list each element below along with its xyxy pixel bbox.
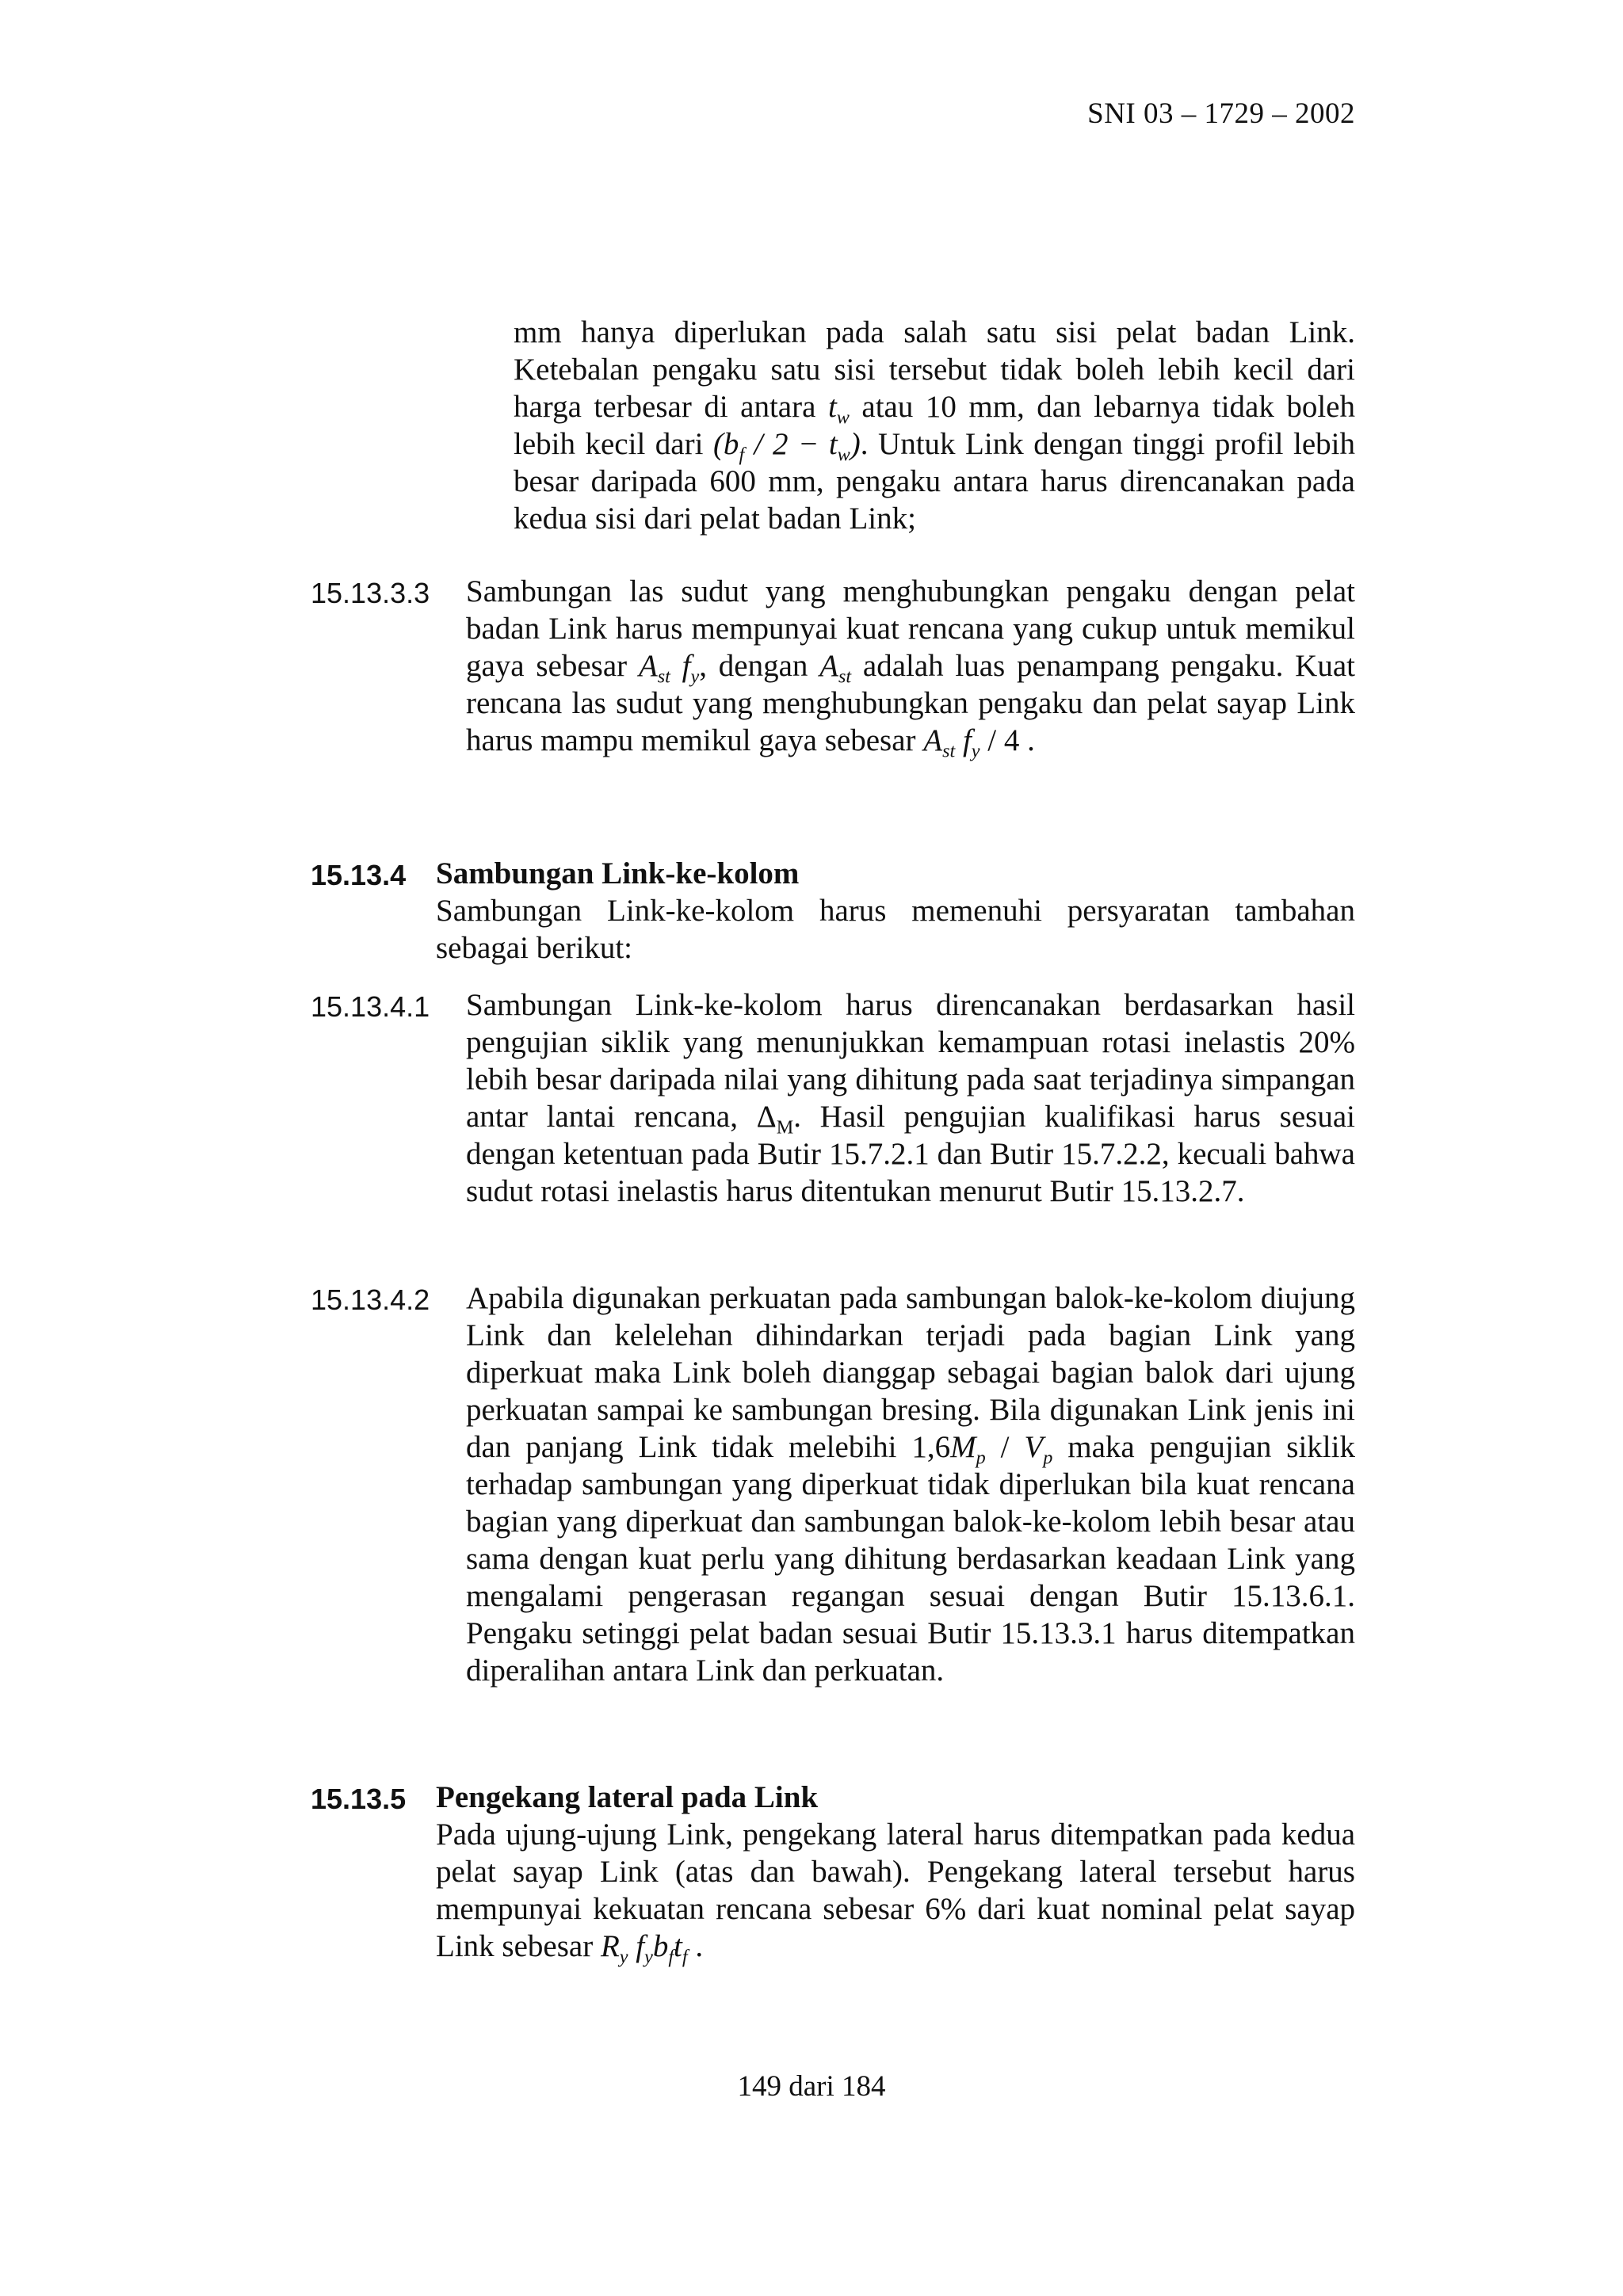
section-number: 15.13.5 xyxy=(311,1783,407,1815)
section-heading: Sambungan Link-ke-kolom xyxy=(436,856,800,891)
clause-15-13-4-2-text: Apabila digunakan perkuatan pada sambungan balok-ke-kolom diujung Link dan kelelehan dihindarkan terjadi pada bagian Link yang diperkuat maka Link boleh dianggap sebagai bagian balok dari ujung perkuatan sampai ke sambungan bresing. Bila digunakan Link jenis ini dan panjang Link tidak melebihi $1,6M_p / V_p$ maka pengujian siklik terhadap sambungan yang diperkuat tidak diperlukan bila kuat rencana bagian yang diperkuat dan sambungan balok-ke-kolom lebih besar atau sama dengan kuat perlu yang dihitung berdasarkan keadaan Link yang mengalami pengerasan regangan sesuai dengan Butir 15.13.6.1. Pengaku setinggi pelat badan sesuai Butir 15.13.3.1 harus ditempatkan diperalihan antara Link dan perkuatan. xyxy=(466,1281,1355,1688)
document-id: SNI 03 – 1729 – 2002 xyxy=(1087,97,1355,130)
section-number: 15.13.4 xyxy=(311,859,407,891)
section-15-13-4-text: Sambungan Link-ke-kolom harus memenuhi persyaratan tambahan sebagai berikut: xyxy=(436,894,1355,965)
section-heading: Pengekang lateral pada Link xyxy=(436,1780,819,1814)
page-number: 149 dari 184 xyxy=(737,2070,886,2103)
clause-15-13-4-1-text: Sambungan Link-ke-kolom harus direncanakan berdasarkan hasil pengujian siklik yang menunjukkan kemampuan rotasi inelastis 20% lebih besar daripada nilai yang dihitung pada saat terjadinya simpangan antar lantai rencana, $\Delta_M$. Hasil pengujian kualifikasi harus sesuai dengan ketentuan pada Butir 15.7.2.1 dan Butir 15.7.2.2, kecuali bahwa sudut rotasi inelastis harus ditentukan menurut Butir 15.13.2.7. xyxy=(466,988,1355,1208)
continuation-paragraph: mm hanya diperlukan pada salah satu sisi pelat badan Link. Ketebalan pengaku satu sisi tersebut tidak boleh lebih kecil dari harga terbesar di antara $t_w$ atau 10 mm, dan lebarnya tidak boleh lebih kecil dari $(b_f / 2 - t_w)$. Untuk Link dengan tinggi profil lebih besar daripada 600 mm, pengaku antara harus direncanakan pada kedua sisi dari pelat badan Link; xyxy=(514,315,1355,536)
clause-number: 15.13.3.3 xyxy=(311,577,430,609)
clause-number: 15.13.4.2 xyxy=(311,1283,430,1316)
clause-15-13-3-3-text: Sambungan las sudut yang menghubungkan pengaku dengan pelat badan Link harus mempunyai kuat rencana yang cukup untuk memikul gaya sebesar $A_{st}$ $f_y$, dengan $A_{st}$ adalah luas penampang pengaku. Kuat rencana las sudut yang menghubungkan pengaku dan pelat sayap Link harus mampu memikul gaya sebesar $A_{st}$ $f_y / 4$ . xyxy=(466,574,1355,762)
section-15-13-5-text: Pada ujung-ujung Link, pengekang lateral harus ditempatkan pada kedua pelat sayap Link (atas dan bawah). Pengekang lateral tersebut harus mempunyai kekuatan rencana sebesar 6% dari kuat nominal pelat sayap Link sebesar $R_y$ $f_yb_ft_f$ . xyxy=(436,1817,1355,1968)
clause-number: 15.13.4.1 xyxy=(311,990,430,1023)
